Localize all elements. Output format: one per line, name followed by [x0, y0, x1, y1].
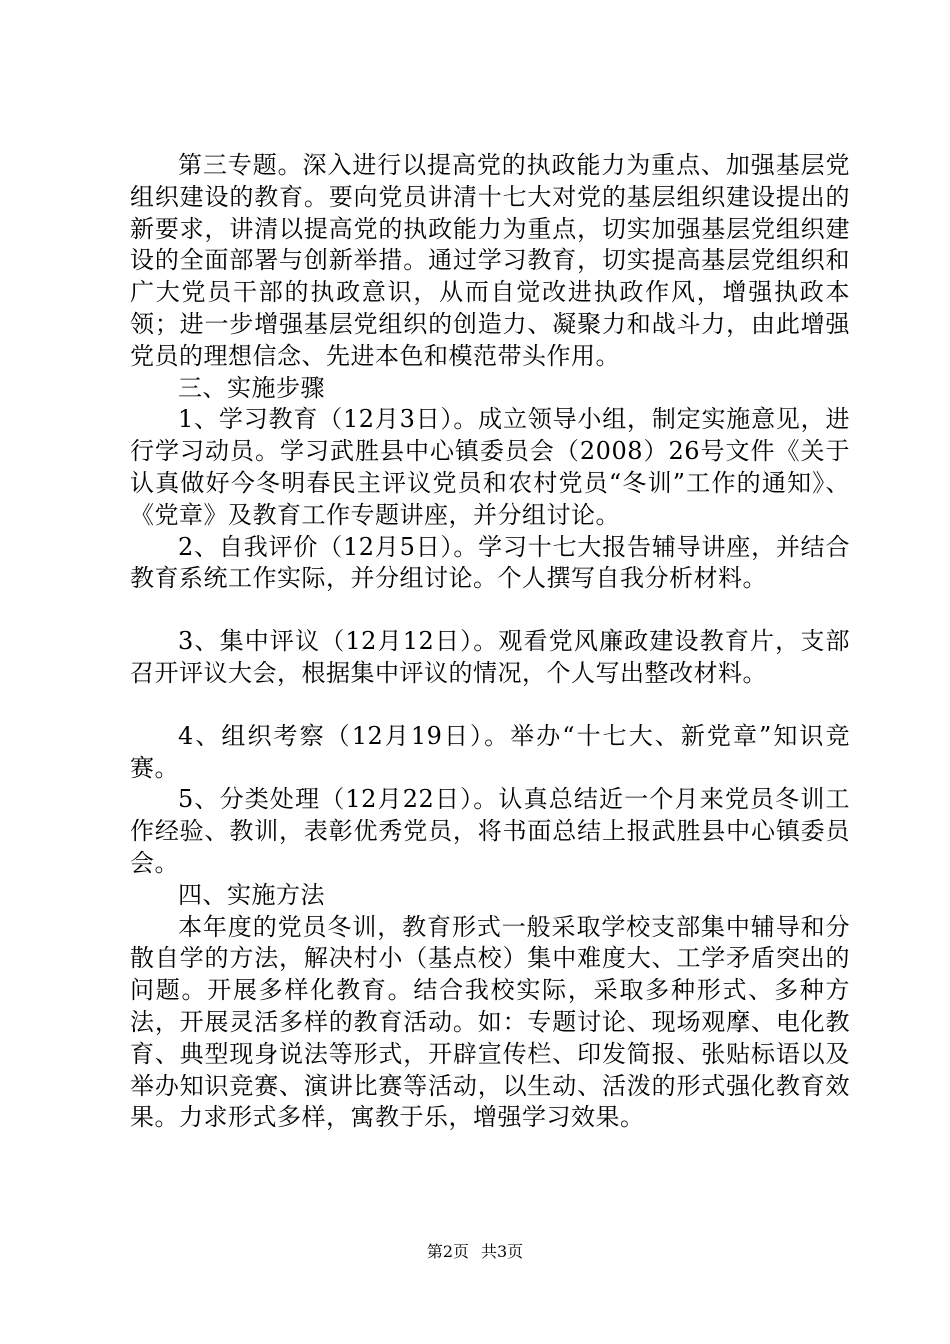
document-body — [130, 150, 850, 1134]
heading-implementation-steps: 三、实施步骤 — [178, 373, 325, 402]
page-number: 第2页 — [426, 1242, 469, 1261]
paragraph-step-4: 4、组织考察（12月19日）。举办“十七大、新党章”知识竞赛。 — [130, 721, 850, 782]
paragraph-step-5: 5、分类处理（12月22日）。认真总结近一个月来党员冬训工作经验、教训，表彰优秀党员，将书面总结上报武胜县中心镇委员会。 — [130, 785, 850, 877]
paragraph-step-1: 1、学习教育（12月3日）。成立领导小组，制定实施意见，进行学习动员。学习武胜县中心镇委员会（2008）26号文件《关于认真做好今冬明春民主评议党员和农村党员“冬训”工作的通知》、《党章》及教育工作专题讲座，并分组讨论。 — [130, 405, 850, 529]
paragraph-methods: 本年度的党员冬训，教育形式一般采取学校支部集中辅导和分散自学的方法，解决村小（基点校）集中难度大、工学矛盾突出的问题。开展多样化教育。结合我校实际，采取多种形式、多种方法，开展灵活多样的教育活动。如：专题讨论、现场观摩、电化教育、典型现身说法等形式，开辟宣传栏、印发简报、张贴标语以及举办知识竞赛、演讲比赛等活动，以生动、活泼的形式强化教育效果。力求形式多样，寓教于乐，增强学习效果。 — [130, 912, 850, 1132]
paragraph-topic-three: 第三专题。深入进行以提高党的执政能力为重点、加强基层党组织建设的教育。要向党员讲清十七大对党的基层组织建设提出的新要求，讲清以提高党的执政能力为重点，切实加强基层党组织建设的全面部署与创新举措。通过学习教育，切实提高基层党组织和广大党员干部的执政意识，从而自觉改进执政作风，增强执政本领；进一步增强基层党组织的创造力、凝聚力和战斗力，由此增强党员的理想信念、先进本色和模范带头作用。 — [130, 151, 850, 370]
page-total: 共3页 — [481, 1242, 524, 1261]
heading-implementation-methods: 四、实施方法 — [178, 880, 325, 909]
paragraph-step-3: 3、集中评议（12月12日）。观看党风廉政建设教育片，支部召开评议大会，根据集中评议的情况，个人写出整改材料。 — [130, 627, 850, 687]
page-footer — [0, 1242, 950, 1262]
paragraph-step-2: 2、自我评价（12月5日）。学习十七大报告辅导讲座，并结合教育系统工作实际，并分组讨论。个人撰写自我分析材料。 — [130, 532, 850, 593]
